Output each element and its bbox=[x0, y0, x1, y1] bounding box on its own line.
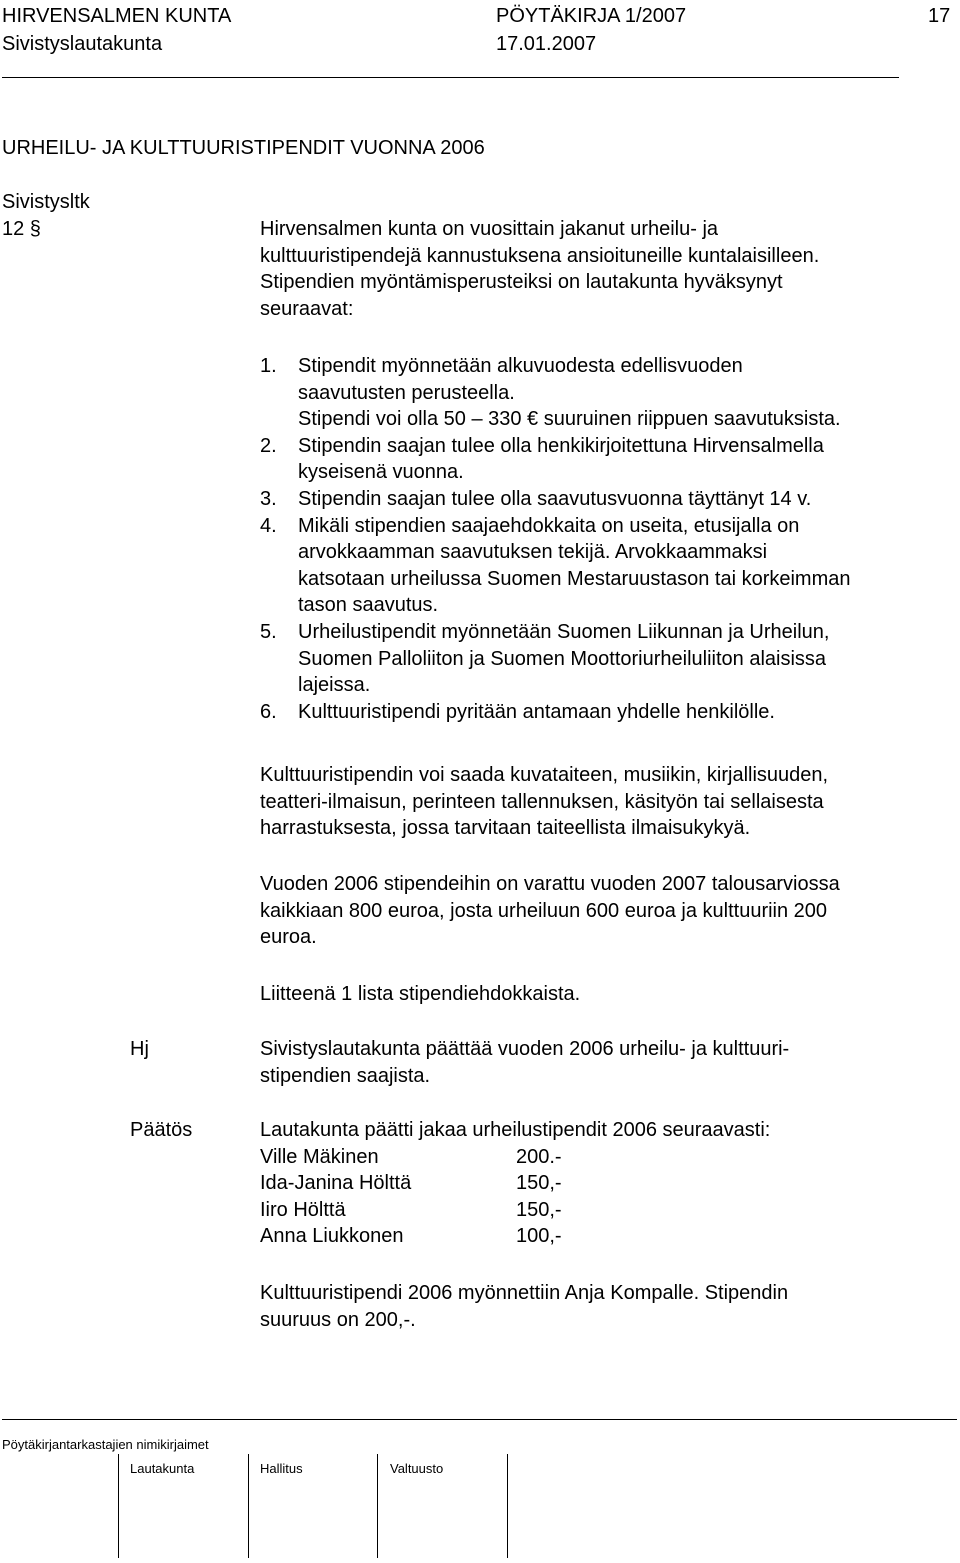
culture-line: teatteri-ilmaisun, perinteen tallennuksen, käsityön tai sellaisesta bbox=[260, 790, 824, 813]
criteria-line: tason saavutus. bbox=[298, 594, 439, 617]
award-amount: 100,- bbox=[516, 1225, 562, 1248]
award-amount: 150,- bbox=[516, 1198, 562, 1221]
award-row bbox=[260, 1223, 770, 1250]
proposal-text bbox=[260, 1036, 789, 1089]
footer-col-lautakunta: Lautakunta bbox=[130, 1461, 195, 1476]
intro-line: seuraavat: bbox=[260, 297, 354, 320]
header-rule bbox=[2, 77, 899, 78]
decision-text bbox=[260, 1117, 770, 1250]
award-name: Ville Mäkinen bbox=[260, 1145, 379, 1168]
criteria-line: katsotaan urheilussa Suomen Mestaruustason tai korkeimman bbox=[298, 567, 851, 590]
intro-paragraph bbox=[260, 216, 819, 322]
criteria-line: Stipendin saajan tulee olla saavutusvuonna täyttänyt 14 v. bbox=[298, 487, 812, 510]
proposal-line: stipendien saajista. bbox=[260, 1064, 431, 1087]
criteria-list bbox=[260, 353, 851, 725]
award-row bbox=[260, 1197, 770, 1224]
signature-box-hallitus bbox=[248, 1454, 249, 1558]
award-name: Iiro Hölttä bbox=[260, 1198, 346, 1221]
header-date: 17.01.2007 bbox=[496, 33, 597, 55]
criteria-line: saavutusten perusteella. bbox=[298, 381, 515, 404]
attachment-note: Liitteenä 1 lista stipendiehdokkaista. bbox=[260, 983, 581, 1005]
award-amount: 200.- bbox=[516, 1145, 562, 1168]
intro-line: Hirvensalmen kunta on vuosittain jakanut urheilu- ja bbox=[260, 218, 719, 240]
criteria-item bbox=[260, 513, 851, 619]
award-row bbox=[260, 1170, 770, 1197]
proposal-label: Hj bbox=[130, 1038, 149, 1060]
criteria-item bbox=[260, 699, 851, 726]
culture-paragraph bbox=[260, 762, 828, 842]
budget-line: euroa. bbox=[260, 926, 317, 949]
footer-rule bbox=[2, 1419, 957, 1420]
budget-line: Vuoden 2006 stipendeihin on varattu vuoden 2007 talousarviossa bbox=[260, 873, 840, 895]
decision-intro: Lautakunta päätti jakaa urheilustipendit 2006 seuraavasti: bbox=[260, 1119, 771, 1141]
intro-line: kulttuuristipendejä kannustuksena ansioituneille kuntalaisilleen. bbox=[260, 244, 820, 267]
proposal-line: Sivistyslautakunta päättää vuoden 2006 urheilu- ja kulttuuri- bbox=[260, 1038, 790, 1060]
criteria-item bbox=[260, 486, 851, 513]
criteria-line: lajeissa. bbox=[298, 674, 371, 697]
award-name: Anna Liukkonen bbox=[260, 1225, 404, 1248]
criteria-line: Stipendit myönnetään alkuvuodesta edellisvuoden bbox=[298, 355, 743, 377]
header-committee: Sivistyslautakunta bbox=[2, 33, 163, 55]
signature-box-lautakunta bbox=[118, 1454, 119, 1558]
criteria-line: arvokkaamman saavutuksen tekijä. Arvokkaammaksi bbox=[298, 541, 768, 564]
culture-award-text bbox=[260, 1280, 788, 1333]
criteria-number: 1. bbox=[260, 355, 277, 377]
culture-award-line: Kulttuuristipendi 2006 myönnettiin Anja Kompalle. Stipendin bbox=[260, 1282, 789, 1304]
criteria-line: Stipendi voi olla 50 – 330 € suuruinen riippuen saavutuksista. bbox=[298, 408, 841, 431]
criteria-number: 3. bbox=[260, 487, 277, 510]
budget-line: kaikkiaan 800 euroa, josta urheiluun 600 euroa ja kulttuuriin 200 bbox=[260, 899, 828, 922]
item-unit: Sivistysltk bbox=[2, 191, 90, 213]
criteria-line: Suomen Palloliiton ja Suomen Moottoriurheiluliiton alaisissa bbox=[298, 647, 827, 670]
criteria-item bbox=[260, 619, 851, 699]
culture-line: Kulttuuristipendin voi saada kuvataiteen, musiikin, kirjallisuuden, bbox=[260, 764, 829, 786]
award-amount: 150,- bbox=[516, 1172, 562, 1195]
criteria-line: Stipendin saajan tulee olla henkikirjoitettuna Hirvensalmella bbox=[298, 434, 824, 457]
item-number: 12 § bbox=[2, 218, 41, 240]
intro-line: Stipendien myöntämisperusteiksi on lautakunta hyväksynyt bbox=[260, 271, 783, 294]
decision-label: Päätös bbox=[130, 1119, 193, 1141]
criteria-item bbox=[260, 353, 851, 433]
signature-box-end bbox=[507, 1454, 508, 1558]
criteria-number: 2. bbox=[260, 434, 277, 457]
page-number: 17 bbox=[928, 5, 951, 27]
signature-box-valtuusto bbox=[377, 1454, 378, 1558]
criteria-number: 5. bbox=[260, 620, 277, 643]
budget-paragraph bbox=[260, 871, 840, 951]
culture-award-line: suuruus on 200,-. bbox=[260, 1308, 416, 1331]
culture-line: harrastuksesta, jossa tarvitaan taiteellista ilmaisukykyä. bbox=[260, 817, 751, 840]
footer-col-hallitus: Hallitus bbox=[260, 1461, 303, 1476]
criteria-line: kyseisenä vuonna. bbox=[298, 461, 464, 484]
criteria-line: Mikäli stipendien saajaehdokkaita on useita, etusijalla on bbox=[298, 514, 800, 537]
award-row bbox=[260, 1144, 770, 1171]
award-name: Ida-Janina Hölttä bbox=[260, 1172, 412, 1195]
footer-col-valtuusto: Valtuusto bbox=[390, 1461, 444, 1476]
section-title: URHEILU- JA KULTTUURISTIPENDIT VUONNA 2006 bbox=[2, 137, 485, 159]
criteria-number: 6. bbox=[260, 700, 277, 723]
criteria-item bbox=[260, 433, 851, 486]
header-municipality: HIRVENSALMEN KUNTA bbox=[2, 5, 232, 27]
criteria-number: 4. bbox=[260, 514, 277, 537]
footer-initials-label: Pöytäkirjantarkastajien nimikirjaimet bbox=[2, 1437, 209, 1452]
header-doc-title: PÖYTÄKIRJA 1/2007 bbox=[496, 5, 687, 27]
criteria-line: Kulttuuristipendi pyritään antamaan yhdelle henkilölle. bbox=[298, 700, 775, 723]
criteria-line: Urheilustipendit myönnetään Suomen Liikunnan ja Urheilun, bbox=[298, 620, 830, 643]
